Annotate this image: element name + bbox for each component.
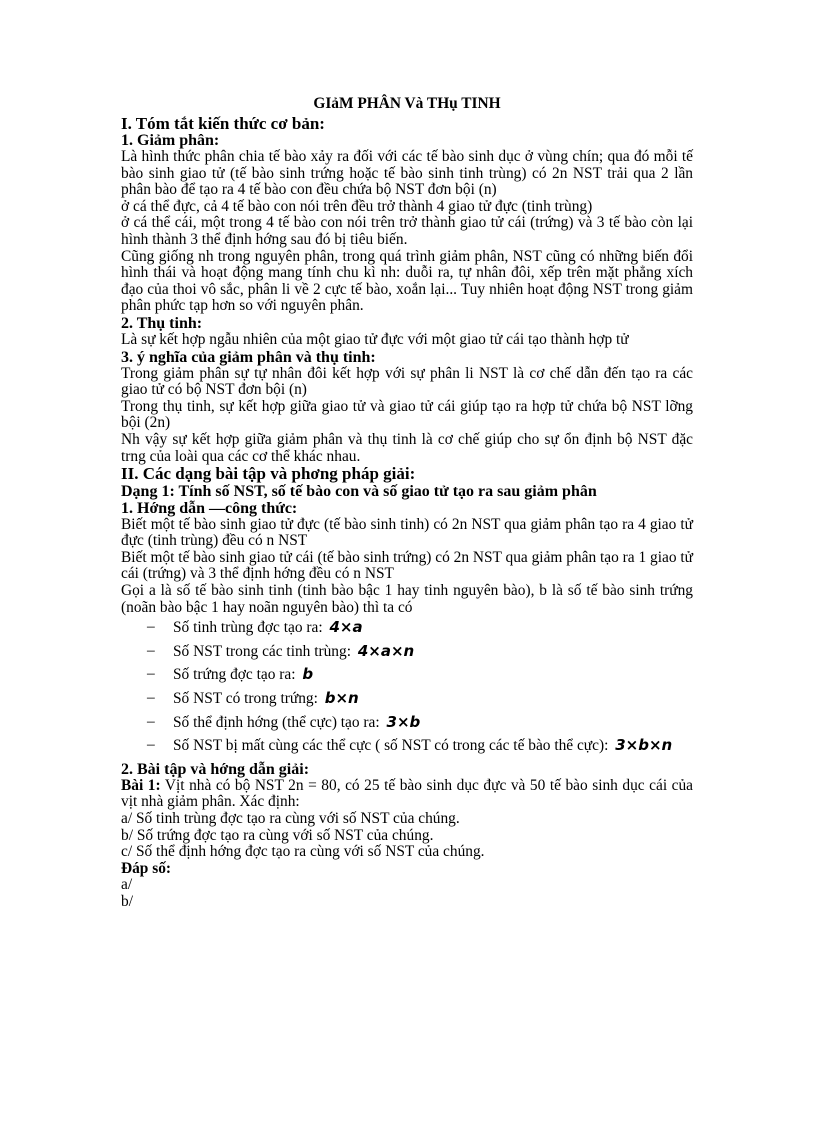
answer-line: b/ xyxy=(121,892,133,910)
document-title: GIảM PHÂN Và THụ TINH xyxy=(313,95,501,112)
paragraph: Trong thụ tinh, sự kết hợp giữa giao tử và giao tử cái giúp tạo ra hợp tử chứa bộ NST lỡng bội (2n) xyxy=(121,397,693,432)
formula-list xyxy=(121,619,693,755)
heading-guide-formulas: 1. Hớng dẫn —công thức: xyxy=(121,499,298,517)
paragraph: Gọi a là số tế bào sinh tinh (tinh bào bậc 1 hay tinh nguyên bào), b là số tế bào sinh trứng (noãn bào bậc 1 hay noãn nguyên bào) thì ta có xyxy=(121,582,693,616)
paragraph: ở cá thể đực, cả 4 tế bào con nói trên đều trở thành 4 giao tử đực (tinh trùng) xyxy=(121,197,593,215)
paragraph: Là hình thức phân chia tế bào xảy ra đối với các tế bào sinh dục ở vùng chín; qua đó mỗi tế bào sinh giao tử (tế bào sinh trứng hoặc tế bào sinh tinh trùng) có 2n NST trải qua 2 lần phân bào để tạo ra 4 tế bào con đều chứa bộ NST đơn bội (n) xyxy=(121,148,693,199)
formula-text: Số NST có trong trứng: xyxy=(173,690,318,708)
dash-bullet-icon: – xyxy=(147,736,155,754)
dash-bullet-icon: – xyxy=(147,712,155,730)
formula-math: 4×a×n xyxy=(357,641,415,660)
document-page xyxy=(121,96,693,911)
exercise-label: Bài 1: xyxy=(121,776,161,794)
formula-item xyxy=(121,714,693,732)
exercise-text: Vịt nhà có bộ NST 2n = 80, có 25 tế bào sinh dục đực và 50 tế bào sinh dục cái của vịt nhà giảm phân. Xác định: xyxy=(121,776,694,811)
exercise-question: a/ Số tinh trùng đợc tạo ra cùng với số NST của chúng. xyxy=(121,810,460,827)
formula-math: b xyxy=(302,665,314,684)
dash-bullet-icon: – xyxy=(147,665,155,683)
exercise-question: c/ Số thể định hớng đợc tạo ra cùng với số NST của chúng. xyxy=(121,843,485,861)
exercise-question: b/ Số trứng đợc tạo ra cùng với số NST của chúng. xyxy=(121,826,434,844)
answer-line: a/ xyxy=(121,876,133,894)
formula-text: Số thể định hớng (thể cực) tạo ra: xyxy=(173,713,380,731)
formula-item xyxy=(121,690,693,708)
formula-math: 4×a xyxy=(329,618,363,637)
formula-math: 3×b xyxy=(386,712,421,731)
formula-text: Số NST bị mất cùng các thể cực ( số NST có trong các tế bào thể cực): xyxy=(173,737,609,755)
heading-exercises-guide: 2. Bài tập và hớng dẫn giải: xyxy=(121,760,310,778)
dash-bullet-icon: – xyxy=(147,618,155,636)
formula-item xyxy=(121,666,693,684)
exercise-statement xyxy=(121,778,693,811)
section-heading-exercises: II. Các dạng bài tập và phơng pháp giải: xyxy=(121,464,416,484)
paragraph: Biết một tế bào sinh giao tử đực (tế bào sinh tinh) có 2n NST qua giảm phân tạo ra 4 giao tử đực (tinh trùng) đều có n NST xyxy=(121,515,693,550)
heading-type-1: Dạng 1: Tính số NST, số tế bào con và số giao tử tạo ra sau giảm phân xyxy=(121,482,597,500)
paragraph: Biết một tế bào sinh giao tử cái (tế bào sinh trứng) có 2n NST qua giảm phân tạo ra 1 giao tử cái (trứng) và 3 thể định hớng đều có n NST xyxy=(121,548,693,583)
paragraph: Trong giảm phân sự tự nhân đôi kết hợp với sự phân li NST là cơ chế dẫn đến tạo ra các giao tử có bộ NST đơn bội (n) xyxy=(121,364,693,399)
paragraph: ở cá thể cái, một trong 4 tế bào con nói trên trở thành giao tử cái (trứng) và 3 tế bào còn lại hình thành 3 thể định hớng sau đó bị tiêu biến. xyxy=(121,214,693,249)
formula-text: Số trứng đợc tạo ra: xyxy=(173,666,296,684)
formula-item xyxy=(121,737,693,755)
formula-math: b×n xyxy=(324,689,359,708)
dash-bullet-icon: – xyxy=(147,689,155,707)
heading-fertilization: 2. Thụ tinh: xyxy=(121,315,203,333)
formula-item xyxy=(121,619,693,637)
paragraph: Nh vậy sự kết hợp giữa giảm phân và thụ tinh là cơ chế giúp cho sự ổn định bộ NST đặc trng của loài qua các cơ thể khác nhau. xyxy=(121,431,693,465)
dash-bullet-icon: – xyxy=(147,641,155,659)
formula-math: 3×b×n xyxy=(615,736,673,755)
paragraph: Cũng giống nh trong nguyên phân, trong quá trình giảm phân, NST cũng có những biến đổi hình thái và hoạt động mang tính chu kì nh: duỗi ra, tự nhân đôi, xếp trên mặt phẳng xích đạo của thoi vô sắc, phân li về 2 cực tế bào, xoắn lại... Tuy nhiên hoạt động NST trong giảm phân phức tạp hơn so với nguyên phân. xyxy=(121,247,693,315)
heading-significance: 3. ý nghĩa của giảm phân và thụ tinh: xyxy=(121,348,376,366)
formula-text: Số NST trong các tinh trùng: xyxy=(173,642,351,660)
formula-item xyxy=(121,643,693,661)
formula-text: Số tinh trùng đợc tạo ra: xyxy=(173,619,323,637)
heading-meiosis: 1. Giảm phân: xyxy=(121,132,220,150)
answer-heading: Đáp số: xyxy=(121,859,172,877)
section-heading-summary: I. Tóm tắt kiến thức cơ bản: xyxy=(121,113,325,133)
paragraph: Là sự kết hợp ngẫu nhiên của một giao tử đực với một giao tử cái tạo thành hợp tử xyxy=(121,331,629,349)
